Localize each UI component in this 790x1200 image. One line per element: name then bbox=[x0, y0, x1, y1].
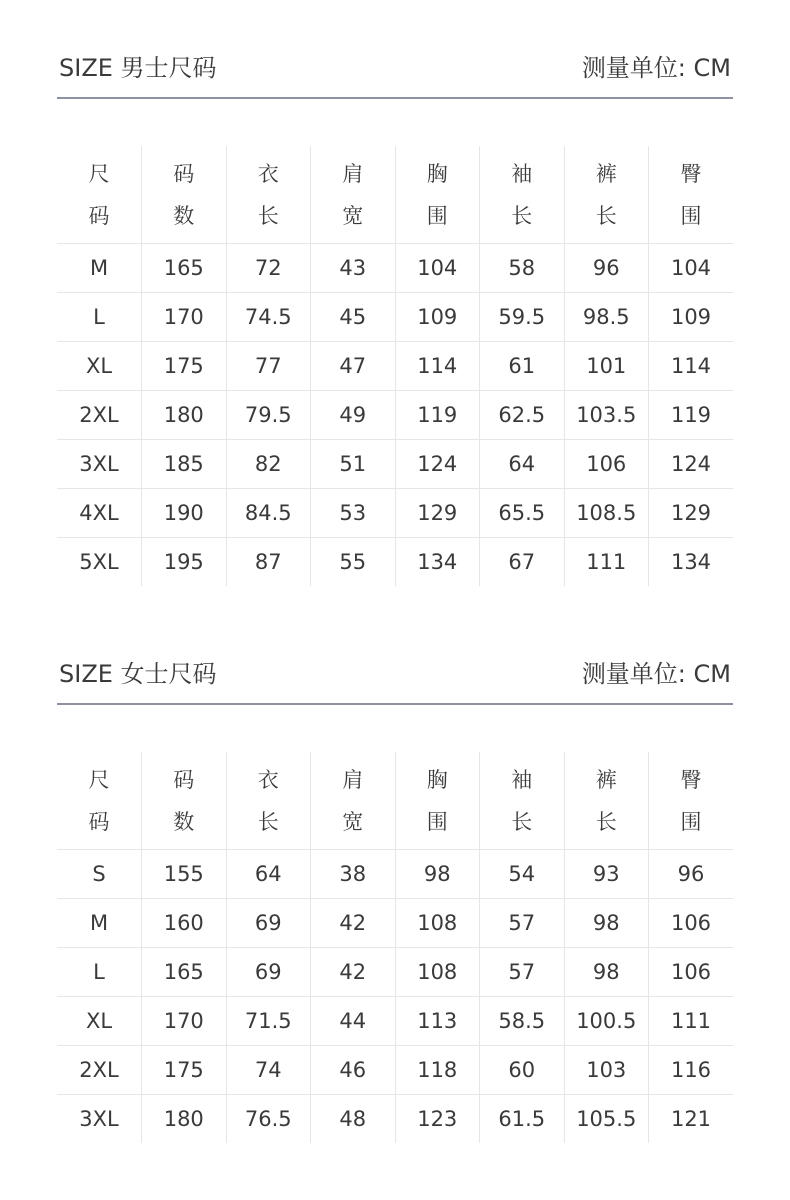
size-label-cell: M bbox=[57, 899, 142, 948]
size-label-cell: XL bbox=[57, 342, 142, 391]
table-cell: 106 bbox=[649, 899, 734, 948]
table-cell: 134 bbox=[649, 538, 734, 587]
table-cell: 100.5 bbox=[564, 997, 649, 1046]
table-cell: 67 bbox=[480, 538, 565, 587]
column-header-char: 胸 bbox=[426, 767, 448, 792]
table-cell: 165 bbox=[142, 948, 227, 997]
size-label-cell: 2XL bbox=[57, 391, 142, 440]
table-cell: 101 bbox=[564, 342, 649, 391]
column-header bbox=[480, 752, 565, 850]
column-header-char: 尺 bbox=[88, 161, 110, 186]
column-header bbox=[142, 146, 227, 244]
column-header-char: 围 bbox=[426, 203, 448, 228]
table-header-row bbox=[57, 146, 733, 244]
column-header-char: 裤 bbox=[595, 767, 617, 792]
column-header bbox=[311, 146, 396, 244]
column-header bbox=[564, 146, 649, 244]
table-cell: 180 bbox=[142, 391, 227, 440]
table-cell: 42 bbox=[311, 899, 396, 948]
women-section-header bbox=[57, 659, 733, 705]
column-header bbox=[649, 752, 734, 850]
column-header-char: 长 bbox=[257, 203, 279, 228]
column-header-char: 长 bbox=[595, 809, 617, 834]
size-label-cell: L bbox=[57, 948, 142, 997]
table-cell: 46 bbox=[311, 1046, 396, 1095]
table-cell: 59.5 bbox=[480, 293, 565, 342]
table-cell: 47 bbox=[311, 342, 396, 391]
women-size-section bbox=[57, 659, 733, 1131]
column-header-char: 臀 bbox=[680, 767, 702, 792]
table-cell: 74 bbox=[226, 1046, 311, 1095]
column-header-char: 码 bbox=[88, 203, 110, 228]
table-cell: 195 bbox=[142, 538, 227, 587]
table-cell: 155 bbox=[142, 850, 227, 899]
size-label-cell: 4XL bbox=[57, 489, 142, 538]
table-cell: 65.5 bbox=[480, 489, 565, 538]
table-cell: 175 bbox=[142, 1046, 227, 1095]
table-cell: 62.5 bbox=[480, 391, 565, 440]
table-cell: 103.5 bbox=[564, 391, 649, 440]
table-cell: 175 bbox=[142, 342, 227, 391]
table-cell: 72 bbox=[226, 244, 311, 293]
column-header-char: 长 bbox=[511, 809, 533, 834]
table-cell: 42 bbox=[311, 948, 396, 997]
column-header-char: 肩 bbox=[342, 767, 364, 792]
column-header-char: 宽 bbox=[342, 809, 364, 834]
table-cell: 124 bbox=[649, 440, 734, 489]
column-header-char: 围 bbox=[426, 809, 448, 834]
table-cell: 190 bbox=[142, 489, 227, 538]
table-cell: 71.5 bbox=[226, 997, 311, 1046]
column-header bbox=[311, 752, 396, 850]
column-header-char: 宽 bbox=[342, 203, 364, 228]
table-cell: 61.5 bbox=[480, 1095, 565, 1144]
table-row bbox=[57, 997, 733, 1046]
column-header-char: 胸 bbox=[426, 161, 448, 186]
men-size-table bbox=[57, 146, 733, 586]
column-header-char: 围 bbox=[680, 203, 702, 228]
table-cell: 103 bbox=[564, 1046, 649, 1095]
table-cell: 119 bbox=[395, 391, 480, 440]
table-cell: 82 bbox=[226, 440, 311, 489]
table-cell: 119 bbox=[649, 391, 734, 440]
table-cell: 104 bbox=[395, 244, 480, 293]
table-cell: 106 bbox=[564, 440, 649, 489]
table-cell: 116 bbox=[649, 1046, 734, 1095]
table-cell: 54 bbox=[480, 850, 565, 899]
column-header-char: 数 bbox=[173, 203, 195, 228]
size-label-cell: 3XL bbox=[57, 440, 142, 489]
table-cell: 134 bbox=[395, 538, 480, 587]
column-header-char: 长 bbox=[257, 809, 279, 834]
table-cell: 180 bbox=[142, 1095, 227, 1144]
table-cell: 108.5 bbox=[564, 489, 649, 538]
men-size-section bbox=[57, 53, 733, 574]
table-cell: 108 bbox=[395, 948, 480, 997]
table-cell: 64 bbox=[226, 850, 311, 899]
table-cell: 96 bbox=[564, 244, 649, 293]
table-cell: 98.5 bbox=[564, 293, 649, 342]
table-cell: 77 bbox=[226, 342, 311, 391]
table-cell: 114 bbox=[395, 342, 480, 391]
column-header-char: 肩 bbox=[342, 161, 364, 186]
table-cell: 106 bbox=[649, 948, 734, 997]
table-row bbox=[57, 1046, 733, 1095]
column-header-char: 码 bbox=[173, 161, 195, 186]
column-header-char: 衣 bbox=[257, 161, 279, 186]
table-row bbox=[57, 342, 733, 391]
column-header bbox=[142, 752, 227, 850]
table-cell: 69 bbox=[226, 948, 311, 997]
table-cell: 38 bbox=[311, 850, 396, 899]
table-cell: 57 bbox=[480, 948, 565, 997]
table-cell: 108 bbox=[395, 899, 480, 948]
size-label-cell: 2XL bbox=[57, 1046, 142, 1095]
column-header-char: 围 bbox=[680, 809, 702, 834]
table-cell: 129 bbox=[395, 489, 480, 538]
table-row bbox=[57, 293, 733, 342]
size-label-cell: 3XL bbox=[57, 1095, 142, 1144]
table-cell: 129 bbox=[649, 489, 734, 538]
column-header-char: 码 bbox=[173, 767, 195, 792]
table-cell: 64 bbox=[480, 440, 565, 489]
table-row bbox=[57, 440, 733, 489]
table-row bbox=[57, 244, 733, 293]
column-header bbox=[395, 752, 480, 850]
table-cell: 109 bbox=[649, 293, 734, 342]
table-cell: 118 bbox=[395, 1046, 480, 1095]
column-header-char: 袖 bbox=[511, 161, 533, 186]
size-label-cell: S bbox=[57, 850, 142, 899]
men-section-header bbox=[57, 53, 733, 99]
table-cell: 74.5 bbox=[226, 293, 311, 342]
table-cell: 121 bbox=[649, 1095, 734, 1144]
table-cell: 96 bbox=[649, 850, 734, 899]
table-cell: 57 bbox=[480, 899, 565, 948]
size-label-cell: M bbox=[57, 244, 142, 293]
table-cell: 69 bbox=[226, 899, 311, 948]
table-cell: 61 bbox=[480, 342, 565, 391]
table-cell: 44 bbox=[311, 997, 396, 1046]
column-header bbox=[649, 146, 734, 244]
table-cell: 60 bbox=[480, 1046, 565, 1095]
women-size-table bbox=[57, 752, 733, 1143]
size-label-cell: XL bbox=[57, 997, 142, 1046]
column-header-char: 臀 bbox=[680, 161, 702, 186]
table-cell: 123 bbox=[395, 1095, 480, 1144]
table-cell: 43 bbox=[311, 244, 396, 293]
men-section-title: SIZE 男士尺码 bbox=[59, 54, 217, 82]
column-header-char: 码 bbox=[88, 809, 110, 834]
column-header bbox=[564, 752, 649, 850]
column-header-char: 衣 bbox=[257, 767, 279, 792]
size-label-cell: L bbox=[57, 293, 142, 342]
table-row bbox=[57, 1095, 733, 1144]
table-cell: 170 bbox=[142, 293, 227, 342]
table-cell: 79.5 bbox=[226, 391, 311, 440]
table-cell: 76.5 bbox=[226, 1095, 311, 1144]
table-cell: 165 bbox=[142, 244, 227, 293]
table-cell: 93 bbox=[564, 850, 649, 899]
table-cell: 84.5 bbox=[226, 489, 311, 538]
women-unit-label: 测量单位: CM bbox=[581, 660, 731, 688]
column-header bbox=[395, 146, 480, 244]
table-cell: 51 bbox=[311, 440, 396, 489]
table-row bbox=[57, 899, 733, 948]
table-header-row bbox=[57, 752, 733, 850]
table-cell: 109 bbox=[395, 293, 480, 342]
column-header bbox=[226, 146, 311, 244]
column-header-char: 尺 bbox=[88, 767, 110, 792]
table-cell: 98 bbox=[395, 850, 480, 899]
table-cell: 105.5 bbox=[564, 1095, 649, 1144]
column-header-char: 数 bbox=[173, 809, 195, 834]
women-section-title: SIZE 女士尺码 bbox=[59, 660, 217, 688]
table-cell: 170 bbox=[142, 997, 227, 1046]
table-cell: 114 bbox=[649, 342, 734, 391]
men-unit-label: 测量单位: CM bbox=[581, 54, 731, 82]
column-header bbox=[57, 752, 142, 850]
table-cell: 55 bbox=[311, 538, 396, 587]
table-cell: 160 bbox=[142, 899, 227, 948]
table-cell: 98 bbox=[564, 948, 649, 997]
column-header-char: 长 bbox=[595, 203, 617, 228]
table-cell: 185 bbox=[142, 440, 227, 489]
column-header bbox=[57, 146, 142, 244]
table-cell: 87 bbox=[226, 538, 311, 587]
table-cell: 104 bbox=[649, 244, 734, 293]
table-cell: 45 bbox=[311, 293, 396, 342]
table-cell: 113 bbox=[395, 997, 480, 1046]
table-cell: 58.5 bbox=[480, 997, 565, 1046]
table-row bbox=[57, 538, 733, 587]
table-row bbox=[57, 948, 733, 997]
table-row bbox=[57, 489, 733, 538]
table-cell: 58 bbox=[480, 244, 565, 293]
column-header bbox=[226, 752, 311, 850]
column-header-char: 裤 bbox=[595, 161, 617, 186]
table-cell: 53 bbox=[311, 489, 396, 538]
table-cell: 111 bbox=[649, 997, 734, 1046]
table-row bbox=[57, 850, 733, 899]
table-cell: 48 bbox=[311, 1095, 396, 1144]
table-cell: 98 bbox=[564, 899, 649, 948]
column-header-char: 长 bbox=[511, 203, 533, 228]
table-cell: 124 bbox=[395, 440, 480, 489]
table-cell: 49 bbox=[311, 391, 396, 440]
column-header bbox=[480, 146, 565, 244]
column-header-char: 袖 bbox=[511, 767, 533, 792]
table-cell: 111 bbox=[564, 538, 649, 587]
table-row bbox=[57, 391, 733, 440]
size-label-cell: 5XL bbox=[57, 538, 142, 587]
